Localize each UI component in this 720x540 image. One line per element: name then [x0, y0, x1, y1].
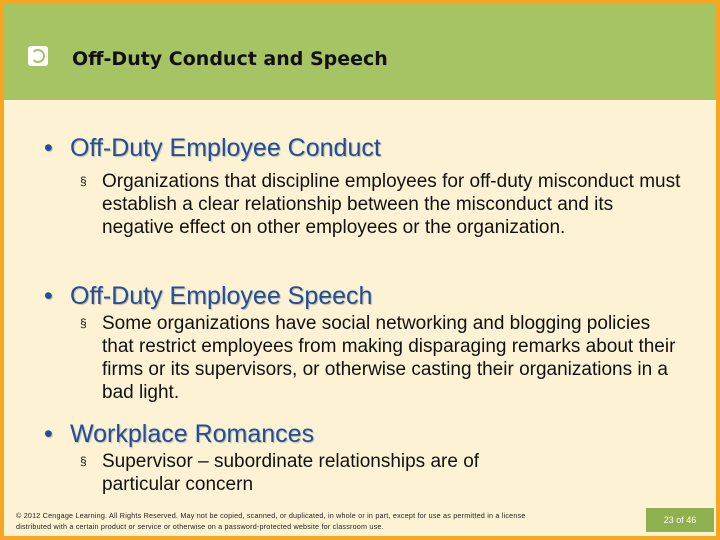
heading-off-duty-conduct [44, 134, 381, 163]
bullet-icon: • [44, 282, 53, 310]
page-number-box [646, 508, 714, 532]
bullet-icon: • [44, 420, 53, 448]
bullet-text: Some organizations have social networking and blogging policies that restrict employees from making disparaging remarks about their firms or its supervisors, or otherwise casting their organizations in a bad light. [102, 313, 676, 403]
slide-title: Off-Duty Conduct and Speech [72, 48, 388, 70]
slide-content [4, 4, 716, 536]
heading-text: Workplace Romances [70, 420, 315, 448]
heading-text: Off-Duty Employee Conduct [70, 134, 381, 162]
slide [4, 4, 716, 536]
heading-workplace-romances [44, 420, 314, 449]
page-total: 46 [686, 515, 697, 525]
square-bullet-icon: § [80, 316, 87, 330]
square-bullet-icon: § [80, 454, 87, 468]
page-of-label: of [676, 515, 684, 525]
bullet-text: Supervisor – subordinate relationships are of particular concern [102, 451, 480, 495]
page-number: 23 [663, 515, 674, 525]
copyright-footer: © 2012 Cengage Learning. All Rights Reserved. May not be copied, scanned, or duplicated, in whole or in part, except for use as permitted in a license distributed with a certain product or service or otherwise on a password-protected website for classroom use. [16, 511, 526, 531]
bullet-text: Organizations that discipline employees for off-duty misconduct must establish a clear relationship between the misconduct and its negative effect on other employees or the organization. [102, 171, 681, 238]
heading-text: Off-Duty Employee Speech [70, 282, 373, 310]
square-bullet-icon: § [80, 174, 87, 188]
heading-off-duty-speech [44, 282, 372, 311]
bullet-icon: • [44, 134, 53, 162]
